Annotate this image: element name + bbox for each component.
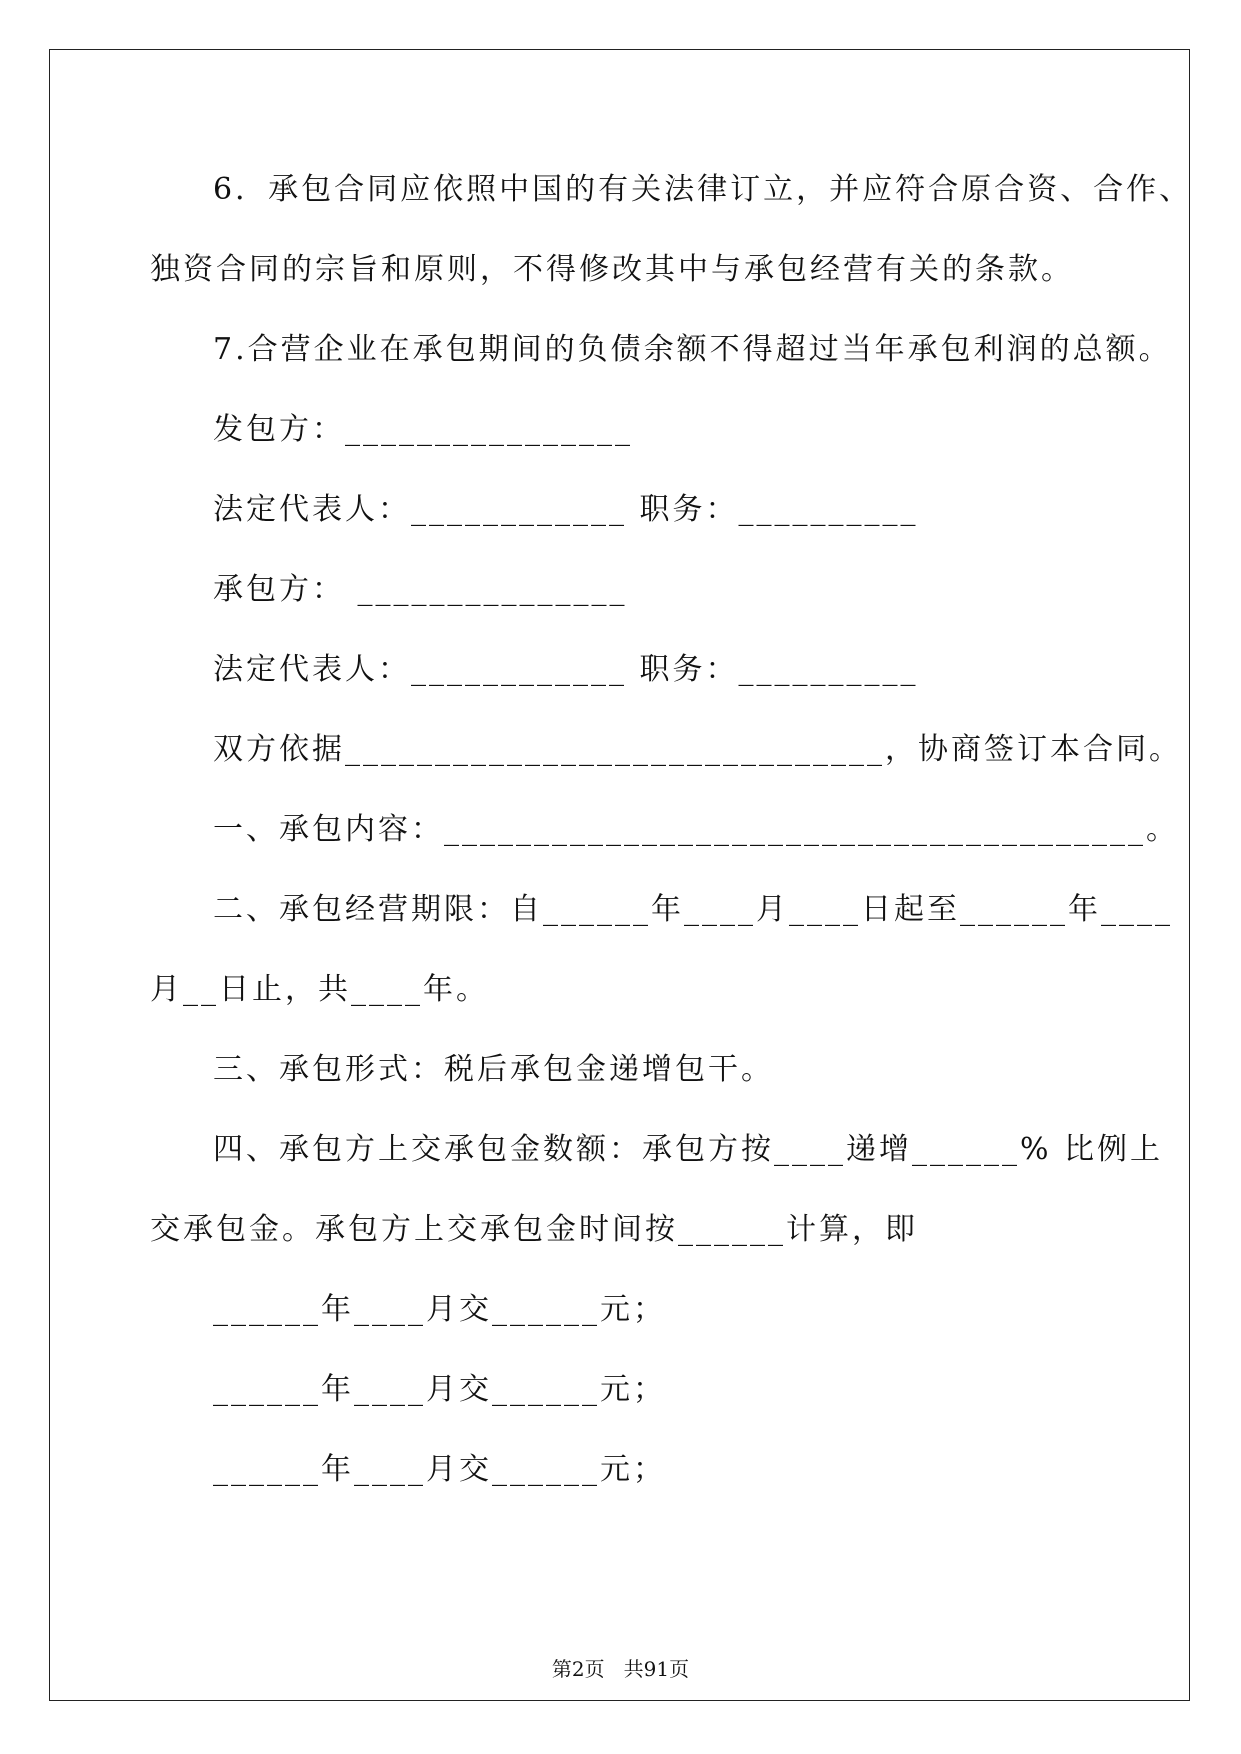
payment-schedule-row: ______年____月交______元； bbox=[213, 1292, 666, 1327]
section-2-term-line-2: 月__日止，共____年。 bbox=[150, 972, 489, 1007]
section-4-amount-line-2: 交承包金。承包方上交承包金时间按______计算，即 bbox=[150, 1212, 918, 1247]
contractor-field: 承包方： _______________ bbox=[213, 572, 628, 607]
payment-schedule-row: ______年____月交______元； bbox=[213, 1372, 666, 1407]
employer-representative-field: 法定代表人：____________ 职务：__________ bbox=[213, 492, 919, 527]
contractor-representative-field: 法定代表人：____________ 职务：__________ bbox=[213, 652, 919, 687]
employer-field: 发包方：________________ bbox=[213, 412, 633, 447]
page-number-footer: 第2页 共91页 bbox=[551, 1657, 690, 1681]
payment-schedule-row: ______年____月交______元； bbox=[213, 1452, 666, 1487]
clause-6-line-1: 6．承包合同应依照中国的有关法律订立，并应符合原合资、合作、 bbox=[213, 172, 1193, 207]
section-4-amount-line-1: 四、承包方上交承包金数额：承包方按____递增______% 比例上 bbox=[213, 1132, 1164, 1167]
section-1-content: 一、承包内容：_______________________________________。 bbox=[213, 812, 1179, 847]
section-3-form: 三、承包形式：税后承包金递增包干。 bbox=[213, 1052, 774, 1087]
basis-statement: 双方依据______________________________，协商签订本合同。 bbox=[213, 732, 1182, 767]
clause-7: 7.合营企业在承包期间的负债余额不得超过当年承包利润的总额。 bbox=[213, 332, 1172, 367]
section-2-term-line-1: 二、承包经营期限：自______年____月____日起至______年____ bbox=[213, 892, 1173, 927]
clause-6-line-2: 独资合同的宗旨和原则，不得修改其中与承包经营有关的条款。 bbox=[150, 252, 1074, 287]
